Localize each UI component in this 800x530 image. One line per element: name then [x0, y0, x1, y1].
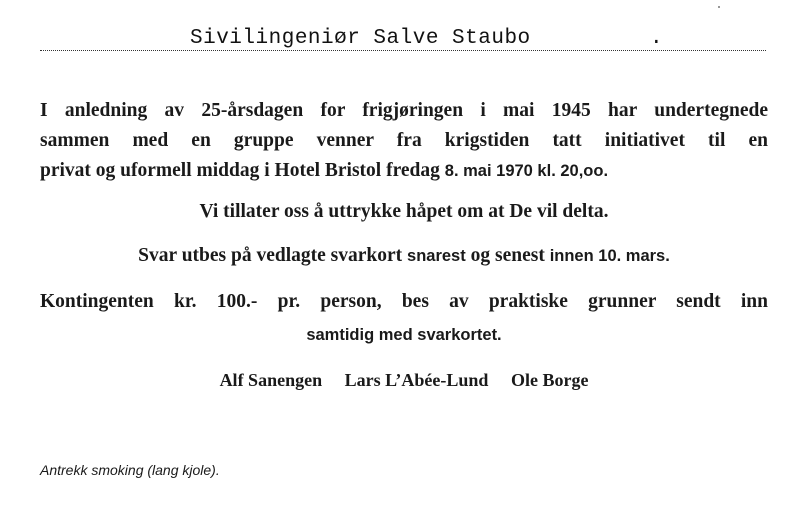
intro-line-2: sammen med en gruppe venner fra krigstiden tatt initiativet til en — [40, 130, 768, 151]
reply-part-2: og senest — [470, 245, 545, 266]
hope-sentence: Vi tillater oss å uttrykke håpet om at De vil delta. — [199, 201, 609, 222]
intro-paragraph — [40, 96, 768, 186]
reply-part-1: Svar utbes på vedlagte svarkort — [138, 245, 403, 266]
dress-code: Antrekk smoking (lang kjole). — [40, 462, 220, 478]
intro-line-1: I anledning av 25-årsdagen for frigjøringen i mai 1945 har undertegnede — [40, 100, 768, 121]
fee-line-2 — [40, 324, 768, 346]
intro-line-3 — [40, 156, 768, 186]
signers — [40, 370, 768, 391]
paper-speck — [718, 6, 720, 8]
signer-name: Alf Sanengen — [219, 370, 323, 390]
reply-emphasis-1: snarest — [407, 247, 466, 265]
addressee-line — [40, 28, 766, 51]
reply-sentence — [40, 245, 768, 267]
addressee-mark: . — [650, 27, 663, 50]
addressee-name: Sivilingeniør Salve Staubo — [190, 27, 531, 50]
signer-name: Ole Borge — [510, 370, 589, 390]
fee-line-1: Kontingenten kr. 100.- pr. person, bes av praktiske grunner sendt inn — [40, 291, 768, 312]
event-date: 8. mai 1970 kl. 20,oo. — [444, 162, 609, 180]
intro-line-3-text: privat og uformell middag i Hotel Bristol fredag — [40, 160, 440, 181]
fee-emphasis: samtidig med svarkortet. — [306, 326, 502, 344]
reply-deadline: innen 10. mars. — [549, 247, 670, 265]
signer-name: Lars L’Abée-Lund — [344, 370, 489, 390]
